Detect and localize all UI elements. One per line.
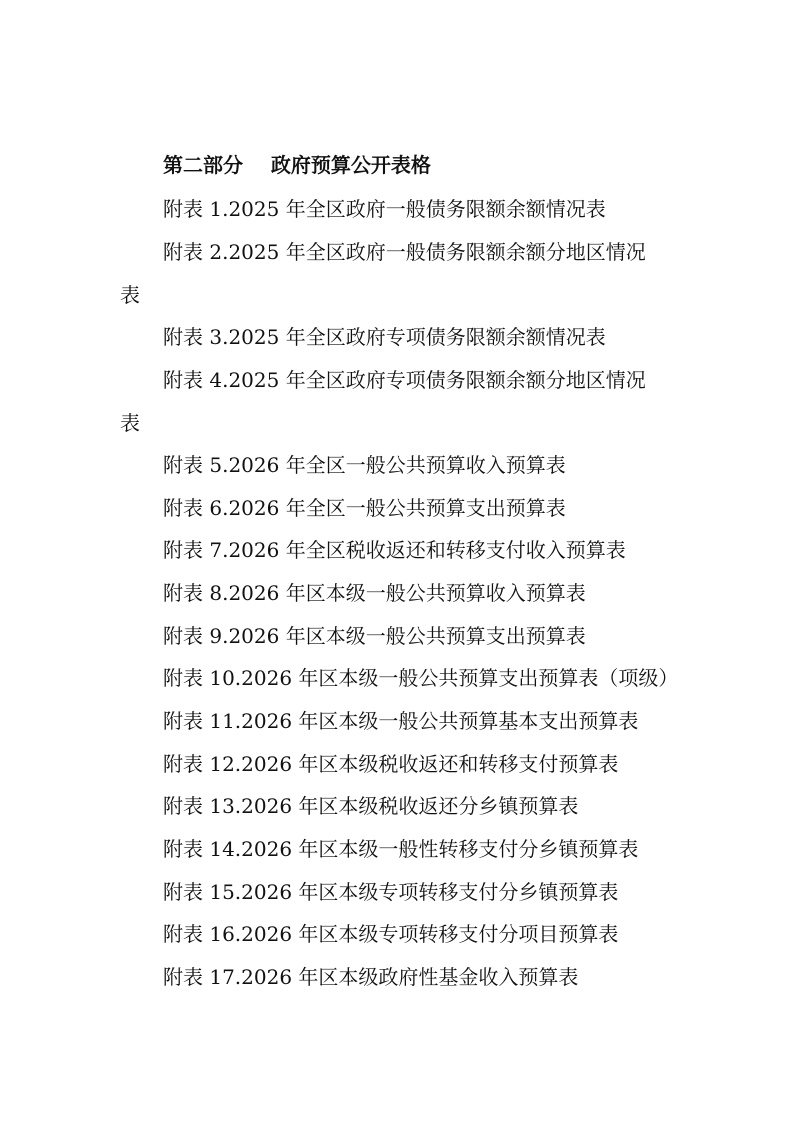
list-item-8: 附表 8.2026 年区本级一般公共预算收入预算表 xyxy=(163,581,586,605)
list-item-4-continuation: 表 xyxy=(120,411,140,435)
list-item-1: 附表 1.2025 年全区政府一般债务限额余额情况表 xyxy=(163,197,606,221)
list-item-2-continuation: 表 xyxy=(120,283,140,307)
list-item-15: 附表 15.2026 年区本级专项转移支付分乡镇预算表 xyxy=(163,880,619,904)
list-item-4: 附表 4.2025 年全区政府专项债务限额余额分地区情况 xyxy=(163,368,646,392)
list-item-13: 附表 13.2026 年区本级税收返还分乡镇预算表 xyxy=(163,794,579,818)
list-item-12: 附表 12.2026 年区本级税收返还和转移支付预算表 xyxy=(163,752,619,776)
list-item-2: 附表 2.2025 年全区政府一般债务限额余额分地区情况 xyxy=(163,240,646,264)
list-item-14: 附表 14.2026 年区本级一般性转移支付分乡镇预算表 xyxy=(163,837,639,861)
list-item-6: 附表 6.2026 年全区一般公共预算支出预算表 xyxy=(163,496,566,520)
section-heading: 第二部分 政府预算公开表格 xyxy=(163,153,431,177)
list-item-5: 附表 5.2026 年全区一般公共预算收入预算表 xyxy=(163,453,566,477)
list-item-7: 附表 7.2026 年全区税收返还和转移支付收入预算表 xyxy=(163,538,626,562)
list-item-17: 附表 17.2026 年区本级政府性基金收入预算表 xyxy=(163,965,579,989)
list-item-3: 附表 3.2025 年全区政府专项债务限额余额情况表 xyxy=(163,325,606,349)
list-item-11: 附表 11.2026 年区本级一般公共预算基本支出预算表 xyxy=(163,709,639,733)
list-item-9: 附表 9.2026 年区本级一般公共预算支出预算表 xyxy=(163,624,586,648)
list-item-10: 附表 10.2026 年区本级一般公共预算支出预算表（项级） xyxy=(163,666,679,690)
list-item-16: 附表 16.2026 年区本级专项转移支付分项目预算表 xyxy=(163,922,619,946)
